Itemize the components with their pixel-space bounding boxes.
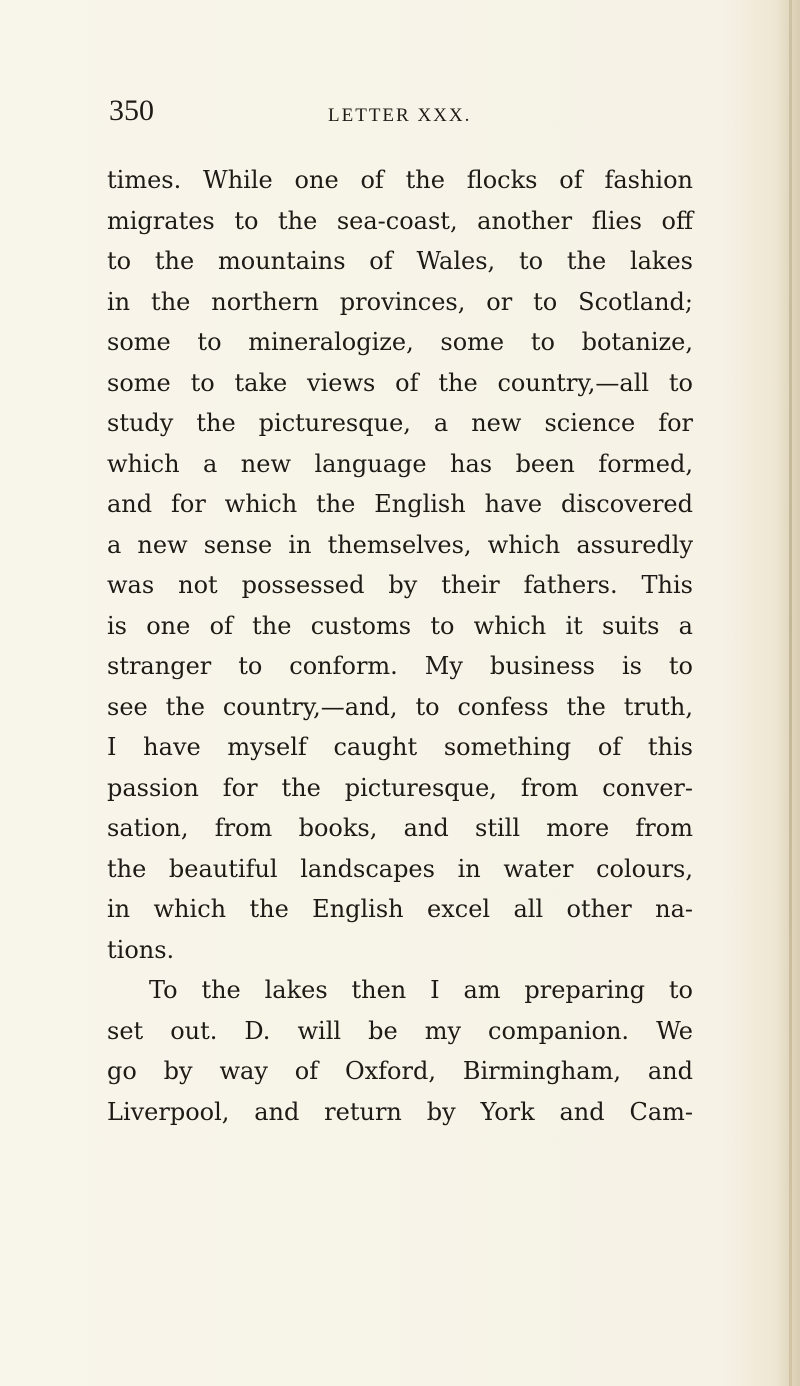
text-line: was not possessed by their fathers. This	[107, 571, 693, 599]
text-line-paragraph-start: To the lakes then I am preparing to	[149, 976, 693, 1004]
page-number: 350	[109, 94, 154, 127]
text-line: study the picturesque, a new science for	[107, 409, 693, 437]
running-head: LETTER XXX.	[328, 105, 472, 126]
text-line: go by way of Oxford, Birmingham, and	[107, 1057, 693, 1085]
text-line: to the mountains of Wales, to the lakes	[107, 247, 693, 275]
text-line: Liverpool, and return by York and Cam-	[107, 1097, 693, 1126]
text-line: times. While one of the flocks of fashion	[107, 166, 693, 194]
text-line: and for which the English have discovered	[107, 490, 693, 518]
text-line: sation, from books, and still more from	[107, 814, 693, 842]
text-line: which a new language has been formed,	[107, 449, 693, 478]
text-line: a new sense in themselves, which assuredly	[107, 530, 693, 559]
page-edge-shadow	[789, 0, 792, 1386]
page-header	[109, 94, 689, 138]
body-text	[107, 160, 693, 1132]
text-line: some to mineralogize, some to botanize,	[107, 328, 693, 356]
text-line: set out. D. will be my companion. We	[107, 1016, 693, 1045]
text-line: see the country,—and, to confess the truth,	[107, 692, 693, 721]
text-line: in which the English excel all other na-	[107, 895, 693, 923]
text-line: passion for the picturesque, from conver-	[107, 773, 693, 802]
text-line: tions.	[107, 935, 175, 964]
text-line: some to take views of the country,—all to	[107, 368, 693, 397]
text-line: in the northern provinces, or to Scotland;	[107, 287, 693, 316]
text-line: is one of the customs to which it suits a	[107, 611, 693, 640]
text-line: I have myself caught something of this	[107, 733, 693, 761]
text-line: the beautiful landscapes in water colours,	[107, 854, 693, 883]
text-line: stranger to conform. My business is to	[107, 652, 693, 680]
text-line: migrates to the sea-coast, another flies off	[107, 206, 693, 235]
